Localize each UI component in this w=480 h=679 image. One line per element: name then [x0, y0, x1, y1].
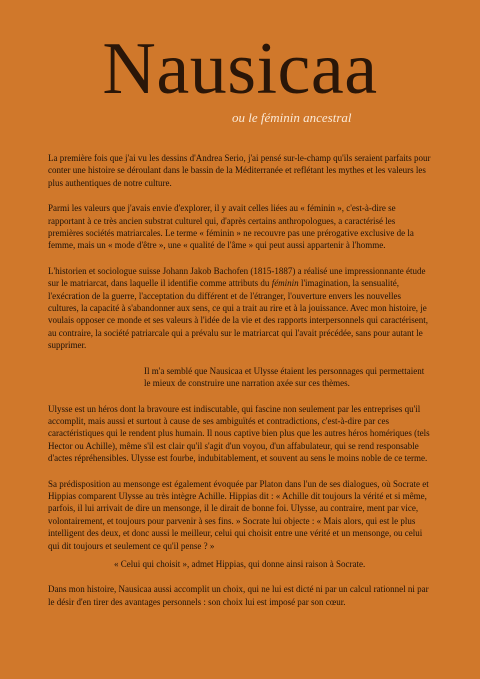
paragraph-3-emphasis: féminin	[271, 278, 299, 289]
article-body	[48, 152, 432, 621]
paragraph-1: La première fois que j'ai vu les dessins d'Andrea Serio, j'ai pensé sur-le-champ qu'ils seraient parfaits pour conter une histoire se déroulant dans le bassin de la Méditerranée et reflétant les mythes et les valeurs les plus authentiques de notre culture.	[48, 153, 431, 188]
paragraph-3	[48, 265, 432, 352]
paragraph-4: Ulysse est un héros dont la bravoure est indiscutable, qui fascine non seulement par les entreprises qu'il accomplit, mais aussi et surtout à cause de ses ambiguïtés et contradictions, c'est-à-dire par ces caractéristiques qui le rendent plus humain. Il nous captive bien plus que les autres héros homériques (tels Hector ou Achille), même s'il est clair qu'il s'agit d'un voyou, d'un affabulateur, qui se rend responsable d'actes répréhensibles. Ulysse est fourbe, indubitablement, et souvent au sens le moins noble de ce terme.	[48, 403, 430, 464]
pull-quote: Il m'a semblé que Nausicaa et Ulysse étaient les personnages qui permettaient le mieux de construire une narration axée sur ces thèmes.	[144, 365, 425, 389]
paragraph-3-part-b: l'imagination, la sensualité, l'exécration de la guerre, l'acceptation du différent et de l'étranger, l'ouverture envers les nouvelles cultures, la capacité à s'abandonner aux sens, ce qui a trait au rire et à la jouissance. Avec mon histoire, je voulais opposer ce monde et ses valeurs à l'idée de la vie et des rapports interpersonnels qui caractérisent, au contraire, la société patriarcale qui a prévalu sur le matriarcat qui l'avait précédée, sans pour autant le supprimer.	[48, 278, 428, 351]
paragraph-7: Dans mon histoire, Nausicaa aussi accomplit un choix, qui ne lui est dicté ni par un calcul rationnel ni par le désir d'en tirer des avantages personnels : son choix lui est imposé par son cœur.	[48, 584, 429, 607]
page-title: Nausicaa	[102, 28, 378, 110]
page-subtitle: ou le féminin ancestral	[232, 110, 352, 125]
paragraph-5: Sa prédisposition au mensonge est également évoquée par Platon dans l'un de ses dialogues, où Socrate et Hippias comparent Ulysse au très intègre Achille. Hippias dit : « Achille dit toujours la vérité et si même, parfois, il lui arrivait de dire un mensonge, il le dirait de bonne foi. Ulysse, au contraire, ment par vice, volontairement, et toujours pour parvenir à ses fins. » Socrate lui objecte : « Mais alors, qui est le plus intelligent des deux, et donc aussi le meilleur, celui qui choisit entre une vérité et un mensonge, ou celui qui dit toujours et seulement ce qu'il pense ? »	[48, 478, 429, 551]
paragraph-2: Parmi les valeurs que j'avais envie d'explorer, il y avait celles liées au « féminin », c'est-à-dire se rapportant à ce très ancien substrat culturel qui, d'après certains anthropologues, a caractérisé les premières sociétés matriarcales. Le terme « féminin » ne recouvre pas une prérogative exclusive de la femme, mais un « mode d'être », une « qualité de l'âme » qui peut aussi appartenir à l'homme.	[48, 203, 414, 251]
paragraph-6: « Celui qui choisit », admet Hippias, qui donne ainsi raison à Socrate.	[114, 558, 366, 569]
paragraph-3-part-a: L'historien et sociologue suisse Johann Jakob Bachofen (1815-1887) a réalisé une impressionnante étude sur le matriarcat, dans laquelle il identifie comme attributs du	[48, 265, 426, 289]
